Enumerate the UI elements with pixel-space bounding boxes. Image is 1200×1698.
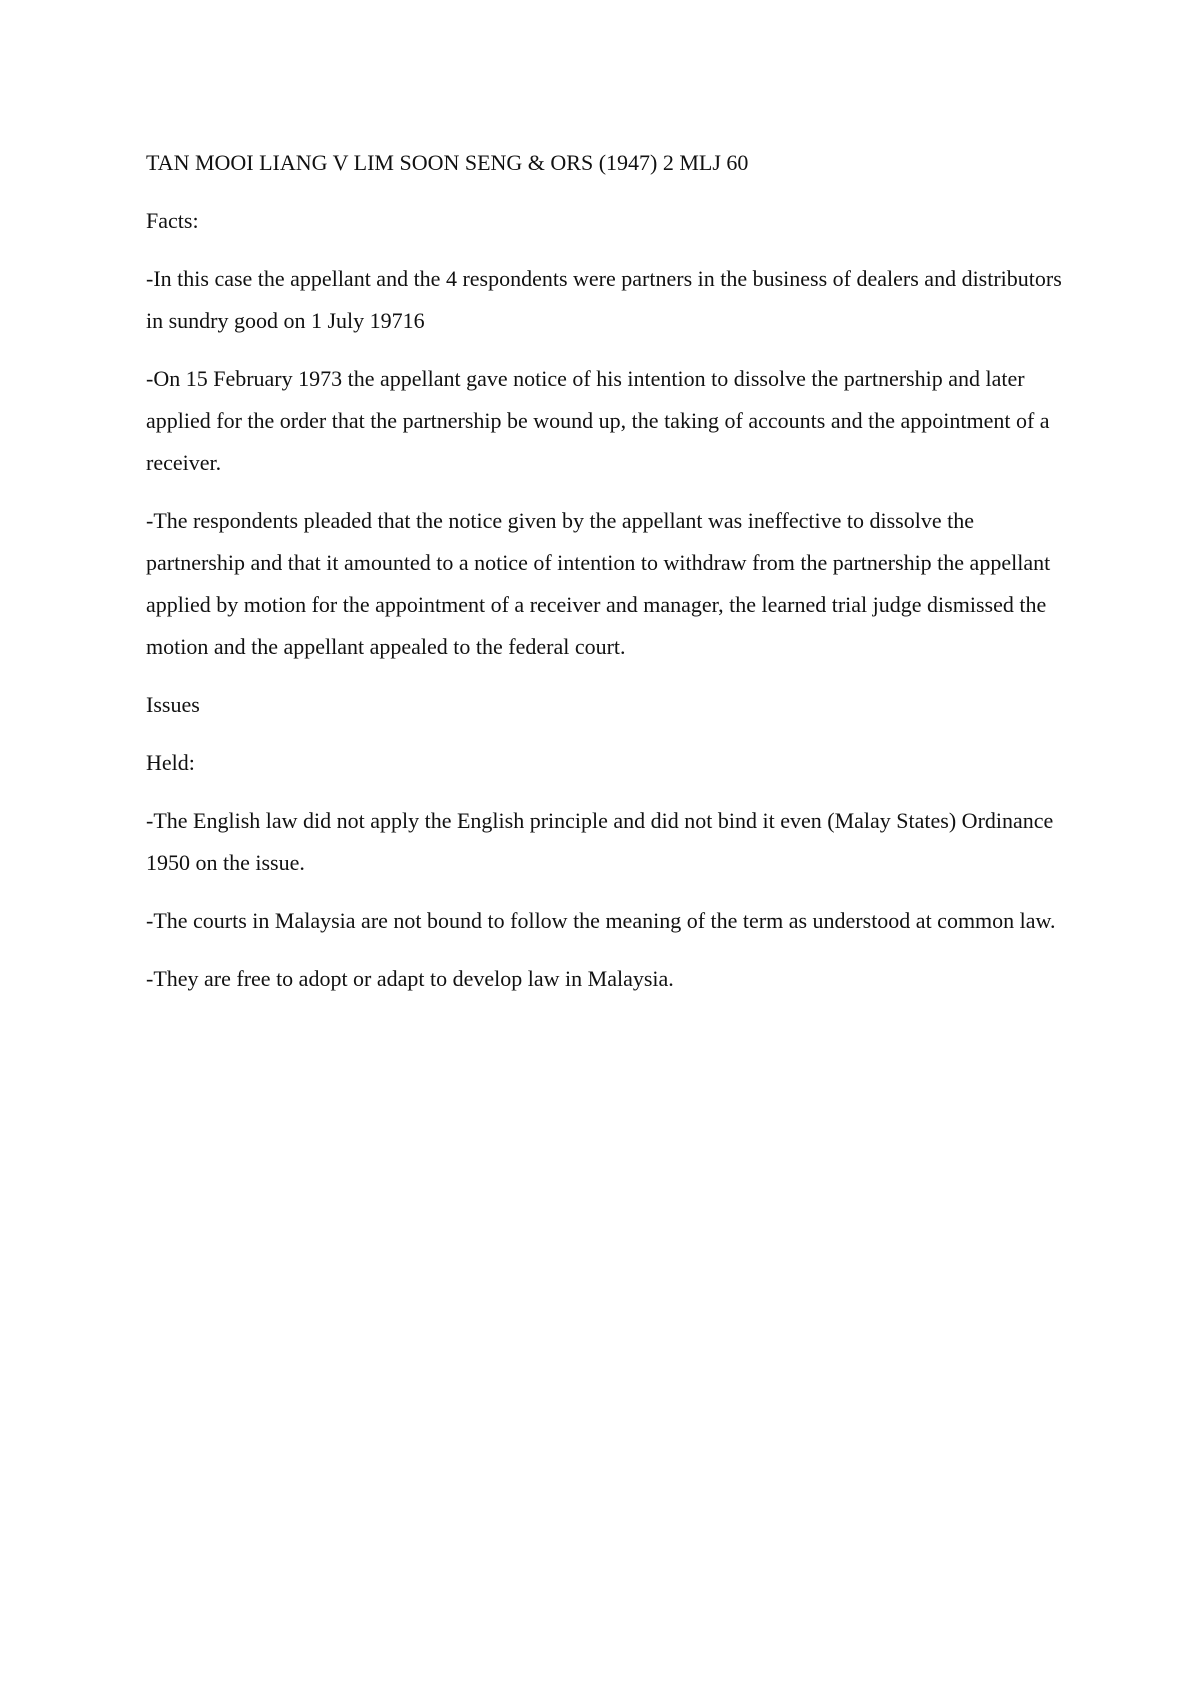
held-paragraph-1: -The English law did not apply the English principle and did not bind it even (Malay States) Ordinance 1950 on the issue. (146, 808, 1054, 875)
facts-paragraph-3: -The respondents pleaded that the notice given by the appellant was ineffective to dissolve the partnership and that it amounted to a notice of intention to withdraw from the partnership the appellant applied by motion for the appointment of a receiver and manager, the learned trial judge dismissed the motion and the appellant appealed to the federal court. (146, 508, 1051, 659)
facts-paragraph-2: -On 15 February 1973 the appellant gave notice of his intention to dissolve the partnership and later applied for the order that the partnership be wound up, the taking of accounts and the appointment of a receiver. (146, 366, 1050, 475)
document-body (146, 142, 1066, 1016)
case-title: TAN MOOI LIANG V LIM SOON SENG & ORS (1947) 2 MLJ 60 (146, 150, 749, 175)
held-paragraph-3: -They are free to adopt or adapt to develop law in Malaysia. (146, 966, 674, 991)
facts-paragraph-1: -In this case the appellant and the 4 respondents were partners in the business of dealers and distributors in sundry good on 1 July 19716 (146, 266, 1062, 333)
facts-heading: Facts: (146, 208, 199, 233)
issues-heading: Issues (146, 692, 200, 717)
held-heading: Held: (146, 750, 195, 775)
held-paragraph-2: -The courts in Malaysia are not bound to follow the meaning of the term as understood at common law. (146, 908, 1056, 933)
